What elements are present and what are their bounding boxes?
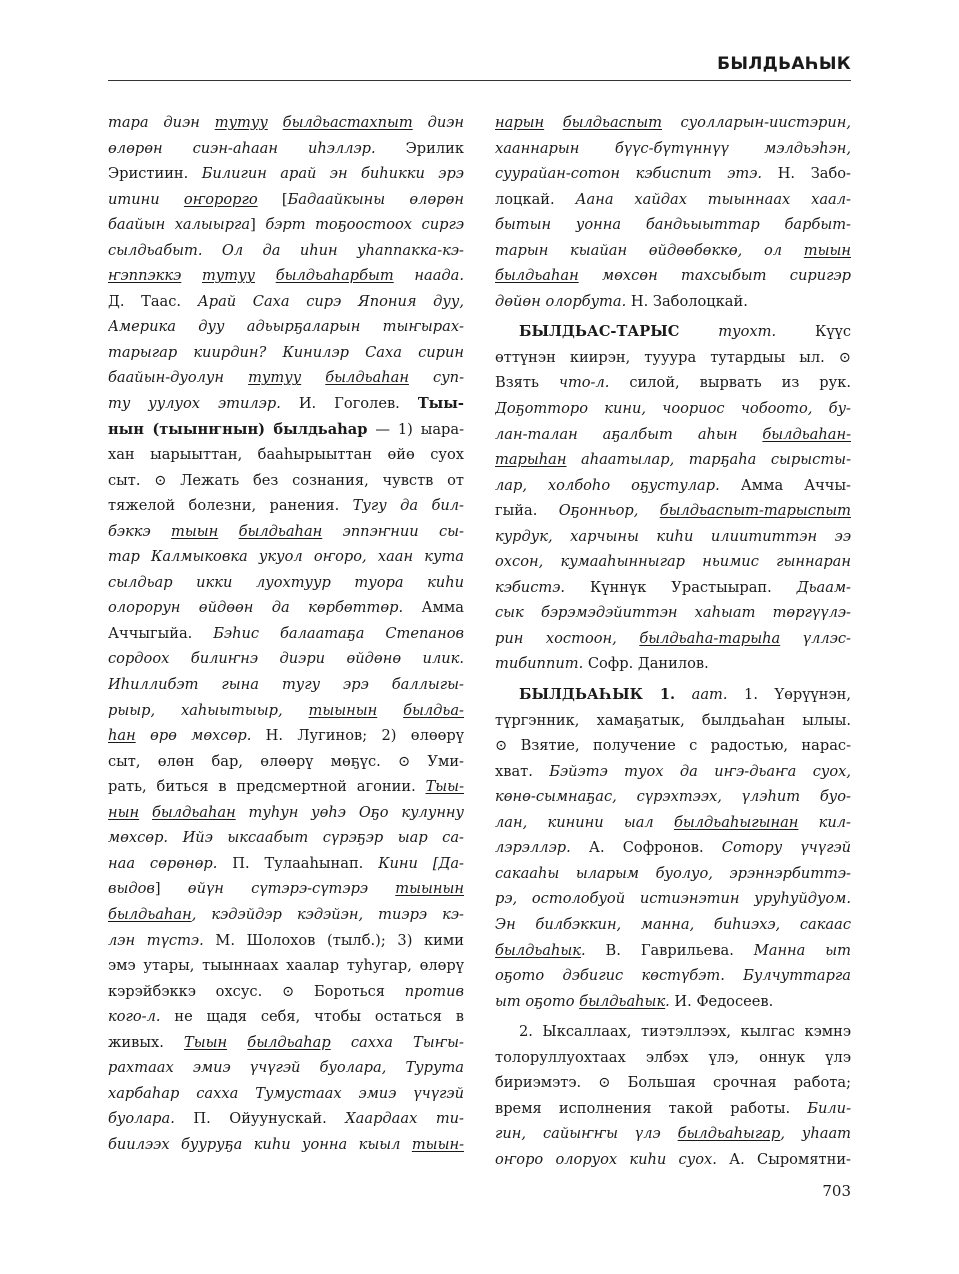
text-run: итини [108, 190, 184, 208]
text-line [108, 979, 464, 1005]
text-line [108, 1106, 464, 1132]
text-run: сылдьабыт. Ол да иһин уһаппакка-кэ- [108, 241, 464, 259]
highlighted-word: тыын [803, 241, 851, 259]
headword: Тыы- [417, 395, 464, 413]
highlighted-word: былдьаһыгынан [673, 813, 799, 831]
text-line [108, 161, 464, 187]
right-column [495, 110, 851, 1172]
text-line [108, 289, 464, 315]
highlighted-word: тыынын [395, 880, 464, 898]
text-run: баайын-дуолун [108, 369, 249, 387]
highlighted-word: былдьаһа-тарыһа [639, 629, 781, 647]
text-line [495, 784, 851, 810]
text-line [108, 825, 464, 851]
text-run: гыйа. [495, 502, 559, 520]
text-line [495, 187, 851, 213]
text-run: наа сөрөнөр. [108, 854, 233, 872]
text-run: бэрт тоҕоостоох сиргэ [265, 216, 464, 234]
text-run: ] [250, 216, 266, 234]
text-line [495, 447, 851, 473]
text-run: мөхсөр. Ийэ ыксаабыт сүрэҕэр ыар са- [108, 829, 464, 847]
text-run: Эрилик [405, 139, 464, 157]
text-line [108, 723, 464, 749]
text-run: лан-талан аҕалбыт аһын [495, 425, 763, 443]
text-line [495, 370, 851, 396]
text-run: не щадя себя, чтобы остаться в [160, 1008, 464, 1026]
text-line [495, 682, 851, 708]
headword: БЫЛДЬАҺЫК 1. [519, 686, 676, 704]
text-line [495, 212, 851, 238]
text-line [108, 340, 464, 366]
text-run: рыыр, хаһыытыыр, [108, 701, 309, 719]
text-run: Арай Саха сирэ Япония дуу, [197, 292, 464, 310]
text-run: буолара. [108, 1110, 194, 1128]
text-run: суп- [408, 369, 464, 387]
text-run: Н. Забо- [777, 165, 851, 183]
text-line [108, 110, 464, 136]
text-run: лоцкай. [495, 190, 576, 208]
text-run: Тугу да бил- [352, 497, 464, 515]
text-line [108, 417, 464, 443]
text-run: Кини [Да- [378, 854, 464, 872]
text-line [495, 989, 851, 1015]
text-run: кэбистэ. [495, 578, 590, 596]
text-line [495, 396, 851, 422]
text-line [108, 212, 464, 238]
text-line [495, 708, 851, 734]
highlighted-word: былдьаһан- [762, 425, 851, 443]
text-line [108, 774, 464, 800]
text-line [108, 902, 464, 928]
highlighted-word: былдьаспыт [562, 114, 662, 131]
text-line [108, 187, 464, 213]
highlighted-word: былдьаһан [325, 369, 409, 387]
text-run: силой, вырвать из рук. [609, 374, 851, 392]
text-run: М. Шолохов (тылб.); 3) кими [215, 931, 464, 949]
text-line [495, 1070, 851, 1096]
text-line [108, 928, 464, 954]
text-line [108, 493, 464, 519]
text-line [495, 161, 851, 187]
running-head: БЫЛДЬАҺЫК [717, 54, 851, 74]
text-run: А. Сыромятни- [729, 1150, 851, 1168]
text-line [495, 549, 851, 575]
text-line [495, 1096, 851, 1122]
text-run: олорорун өйдөөн да көрбөттөр. [108, 599, 422, 617]
text-run: Дьаам- [796, 578, 851, 596]
text-run: лар, холбоһо оҕустулар. [495, 476, 741, 494]
text-line [495, 810, 851, 836]
text-run: толоруллуохтаах элбэх үлэ, оннук үлэ [495, 1048, 851, 1066]
highlighted-word: былдьаһыгар [677, 1125, 781, 1143]
text-run: ⊙ Взятие, получение с радостью, нарас- [495, 737, 851, 755]
text-run: баайын халыырга [108, 216, 251, 234]
text-line [495, 136, 851, 162]
highlighted-word: нын [108, 803, 140, 821]
text-run: кил- [798, 813, 851, 831]
text-line [495, 263, 851, 289]
text-line [108, 1081, 464, 1107]
highlighted-word: ҥэппэккэ [108, 267, 182, 285]
text-run: А. Софронов. [588, 839, 722, 857]
text-run: тара диэн [108, 114, 215, 131]
text-run: , кэдэйдэр кэдэйэн, тиэрэ кэ- [191, 905, 464, 923]
text-line [108, 1132, 464, 1158]
text-run [675, 686, 692, 703]
text-run: живых. [108, 1033, 184, 1051]
text-run: Бадаайкыны өлөрөн [287, 190, 464, 208]
text-line [495, 319, 851, 345]
text-run: рин хостоон, [495, 629, 640, 647]
text-line [495, 600, 851, 626]
text-line [108, 698, 464, 724]
text-line [495, 861, 851, 887]
text-run: эппэҥнии сы- [322, 522, 464, 540]
text-run: сахха Тыҥы- [330, 1033, 464, 1051]
highlighted-word: тыын- [411, 1135, 464, 1153]
text-run: Бэйэтэ туох да иҥэ-дьаҥа суох, [549, 762, 851, 780]
highlighted-word: былдьаһан [108, 905, 192, 923]
text-run: туохт. [718, 323, 777, 341]
highlighted-word: тыынын [308, 701, 378, 719]
text-run: аат. [691, 686, 728, 704]
text-run: Д. Таас. [108, 292, 198, 310]
text-line [495, 651, 851, 677]
text-run: суолларын-иистэрин, [661, 114, 851, 131]
highlighted-word: тутуу [201, 267, 256, 285]
text-run: гин, сайыҥҥы үлэ [495, 1125, 678, 1143]
text-line [108, 646, 464, 672]
highlighted-word: былдьаһан [151, 803, 236, 821]
text-run: Иһиллибэт гына тугу эрэ баллыгы- [108, 676, 464, 694]
text-run: тарыгар киирдин? Кинилэр Саха сирин [108, 343, 464, 361]
text-line [495, 1019, 851, 1045]
text-line [108, 800, 464, 826]
text-run: рахтаах эмиэ үчүгэй буолара, Турута [108, 1059, 464, 1077]
text-run: тяжелой болезни, ранения. [108, 497, 353, 515]
text-run: түргэнник, хамаҕатык, былдьаһан ылыы. [495, 711, 851, 729]
header-rule [108, 80, 851, 81]
text-run: сыт, өлөн бар, өлөөрү мөҕүс. ⊙ Уми- [108, 752, 464, 770]
text-run: Н. Заболоцкай. [630, 292, 748, 310]
text-line [108, 468, 464, 494]
text-run: рэ, остолобуой истиэнэтин уруһуйдуом. [495, 890, 851, 908]
text-line [495, 886, 851, 912]
text-line [495, 626, 851, 652]
text-line [495, 422, 851, 448]
text-run: көнө-сымнаҕас, сүрэхтээх, үлэһит буо- [495, 788, 851, 806]
text-line [495, 575, 851, 601]
text-run: хааннарын бүүс-бүтүннүү мэлдьэһэн, [495, 139, 851, 157]
text-run [139, 804, 152, 821]
text-line [108, 519, 464, 545]
text-run: 1. Үөрүүнэн, [727, 686, 851, 704]
highlighted-word: былдьаһан [495, 267, 579, 285]
text-line [108, 1004, 464, 1030]
text-run: против [404, 982, 464, 1000]
text-line [108, 544, 464, 570]
text-run: Бэһис балаатаҕа Степанов [213, 624, 464, 642]
highlighted-word: Тыын [184, 1033, 228, 1051]
highlighted-word: тарыһан [495, 451, 567, 469]
text-run: выдов [108, 880, 155, 898]
text-run [301, 369, 325, 386]
highlighted-word: тыын [171, 522, 219, 540]
text-run: рать, биться в предсмертной агонии. [108, 778, 426, 796]
text-run: Н. Лугинов; 2) өлөөрү [265, 727, 464, 745]
text-run [268, 114, 283, 131]
text-run: И. Федосеев. [669, 992, 774, 1010]
text-line [495, 110, 851, 136]
text-run: диэн [412, 114, 464, 131]
text-run: лэн түстэ. [108, 931, 216, 949]
text-line [108, 1055, 464, 1081]
text-run: суурайан-сотон кэбиспит этэ. [495, 165, 778, 183]
text-run [181, 267, 202, 284]
text-run: ] [154, 880, 188, 898]
headword: нын (тыынҥнын) былдьаһар [108, 420, 368, 438]
text-line [495, 759, 851, 785]
text-run [377, 702, 403, 719]
text-run: Күннүк Урастыырап. [589, 578, 797, 596]
text-run: время исполнения такой работы. [495, 1099, 808, 1117]
text-line [495, 238, 851, 264]
text-run: что-л. [558, 374, 610, 392]
text-run: сыт. ⊙ Лежать без сознания, чувств от [108, 471, 464, 489]
text-line [108, 391, 464, 417]
highlighted-word: былдьаһар [247, 1033, 331, 1051]
text-line [495, 733, 851, 759]
text-run: наада. [393, 267, 464, 285]
highlighted-word: һан [108, 727, 136, 745]
text-run: Күүс [776, 323, 851, 341]
text-run: Эн билбэккин, манна, биһиэхэ, сакаас [495, 915, 851, 933]
highlighted-word: былдьаһан [238, 522, 323, 540]
text-run: тарын кыайан өйдөөбөккө, ол [495, 241, 804, 259]
text-line [495, 912, 851, 938]
text-line [495, 1121, 851, 1147]
text-run: В. Гаврильева. [585, 941, 754, 959]
text-run: лэрэллэр. [495, 839, 589, 857]
text-run: И. Гоголев. [298, 395, 418, 413]
highlighted-word: нарын [495, 114, 545, 131]
text-run: бытын уонна бандьыыттар барбыт- [495, 216, 851, 234]
text-line [495, 498, 851, 524]
text-run: Доҕотторо кини, чоорuос чобоото, бу- [495, 400, 851, 418]
highlighted-word: былдьаһык [579, 992, 666, 1010]
text-line [108, 595, 464, 621]
highlighted-word: былдьаһык [495, 941, 581, 959]
text-run: Сотору үчүгэй [721, 839, 851, 857]
text-line [495, 473, 851, 499]
text-line [108, 263, 464, 289]
text-line [495, 963, 851, 989]
text-line [495, 1147, 851, 1173]
text-run: кэрэйбэккэ охсус. ⊙ Бороться [108, 982, 405, 1000]
text-run: аһаатылар, тарҕаһа сырысты- [566, 451, 851, 469]
text-run: дөйөн олорбута. [495, 292, 631, 310]
text-line [108, 238, 464, 264]
text-run: . [665, 992, 670, 1010]
text-line [495, 345, 851, 371]
highlighted-word: тутуу [214, 114, 268, 131]
highlighted-word: былдьастахпыт [282, 114, 413, 131]
text-run: сордоох билиҥнэ диэри өйдөнө илик. [108, 650, 464, 668]
text-line [495, 1045, 851, 1071]
text-run: сылдьар икки луохтуур туора киһи [108, 573, 464, 591]
text-line [108, 136, 464, 162]
highlighted-word: тутуу [248, 369, 302, 387]
text-line [495, 835, 851, 861]
text-line [108, 621, 464, 647]
text-run: оҥоро олоруох киһи суох. [495, 1150, 730, 1168]
text-run: өлөрөн сиэн-аһаан иһэллэр. [108, 139, 406, 157]
text-run: Взять [495, 374, 559, 392]
text-run: мөхсөн тахсыбыт сиригэр [578, 267, 851, 285]
text-run: курдук, харчыны киһи илиититтэн ээ [495, 527, 851, 545]
text-run: Амма Аччы- [740, 476, 851, 494]
text-run [227, 1034, 247, 1051]
text-line [108, 953, 464, 979]
text-line [108, 876, 464, 902]
text-run: 2. Ыксаллаах, тиэтэллээх, кылгас кэмнэ [519, 1023, 851, 1041]
text-line [108, 314, 464, 340]
text-run: өттүнэн киирэн, тууура тутардыы ыл. ⊙ [495, 348, 851, 366]
text-run: ыт оҕото [495, 992, 580, 1010]
text-line [108, 570, 464, 596]
text-run: Били- [807, 1099, 851, 1117]
highlighted-word: оҥорорго [183, 190, 258, 208]
text-run: бэккэ [108, 522, 172, 540]
text-run: Билигин арай эн биһикки эрэ [201, 165, 464, 183]
text-line [495, 524, 851, 550]
text-run: Амма [421, 599, 464, 617]
text-line [108, 672, 464, 698]
text-run: үллэс- [780, 629, 851, 647]
page-number: 703 [822, 1182, 851, 1200]
text-run: өрө мөхсөр. [135, 727, 266, 745]
highlighted-word: былдьа- [403, 701, 464, 719]
text-run [544, 114, 563, 131]
text-run: туһун уөһэ Оҕо кулунну [235, 803, 464, 821]
text-run: . [580, 941, 586, 959]
text-run: хан ыарыыттан, бааһырыыттан өйө суох [108, 446, 464, 464]
text-run: Аана хайдах тыыннаах хаал- [575, 190, 851, 208]
text-run [255, 267, 276, 284]
text-run: Америка дуу адьырҕаларын тыҥырах- [108, 318, 464, 336]
text-run [679, 323, 718, 340]
text-run: хват. [495, 762, 550, 780]
text-line [495, 289, 851, 315]
highlighted-word: Тыы- [425, 778, 464, 796]
text-line [108, 749, 464, 775]
text-line [108, 442, 464, 468]
text-run: эмэ утары, тыыннаах хаалар туһугар, өлөрү [108, 957, 464, 975]
text-run: Аччыгыйа. [108, 624, 214, 642]
text-run: , уһаат [780, 1125, 851, 1143]
headword: БЫЛДЬАС-ТАРЫС [519, 323, 680, 341]
text-run: Софр. Данилов. [587, 655, 709, 673]
text-line [108, 851, 464, 877]
text-run: тибиппит. [495, 655, 588, 673]
highlighted-word: былдьаһарбыт [275, 267, 394, 285]
text-run: ту уулуох этилэр. [108, 395, 299, 413]
text-run: өйүн сүтэрэ-сүтэрэ [187, 880, 396, 898]
text-run: [ [257, 190, 288, 208]
text-run: сык бэрэмэдэйиттэн хаһыат төргүүлэ- [495, 604, 851, 622]
text-run: кого-л. [108, 1008, 161, 1026]
text-run [218, 523, 238, 540]
text-run: Хаардаах ти- [345, 1110, 464, 1128]
text-run: бириэмэтэ. ⊙ Большая срочная работа; [495, 1074, 851, 1092]
text-run: биилээх бууруҕа киһи уонна кыыл [108, 1135, 412, 1153]
highlighted-word: былдьаспыт-тарыспыт [659, 502, 851, 520]
text-run: сакааһы ыларым буолуо, эрэннэрбиттэ- [495, 864, 851, 882]
left-column [108, 110, 464, 1157]
text-run: оҕото дэбигис көстүбэт. Булчуттарга [495, 967, 851, 985]
text-run: лан, кинини ыал [495, 813, 674, 831]
text-run: Манна ыт [753, 941, 851, 959]
text-line [108, 1030, 464, 1056]
text-run: охсон, кумааһынныгар ньимис гыннаран [495, 553, 851, 571]
text-run: П. Ойуунускай. [193, 1110, 346, 1128]
text-run: Эристиин. [108, 165, 202, 183]
text-line [495, 938, 851, 964]
text-run: харбаһар сахха Тумустаах эмиэ үчүгэй [108, 1084, 464, 1102]
text-run: Оҕонньор, [558, 502, 660, 520]
text-run: — 1) ыара- [367, 420, 464, 438]
text-run: тар Калмыковка укуол оҥоро, хаан кута [108, 548, 464, 566]
text-run: П. Тулааһынап. [232, 854, 379, 872]
text-line [108, 365, 464, 391]
